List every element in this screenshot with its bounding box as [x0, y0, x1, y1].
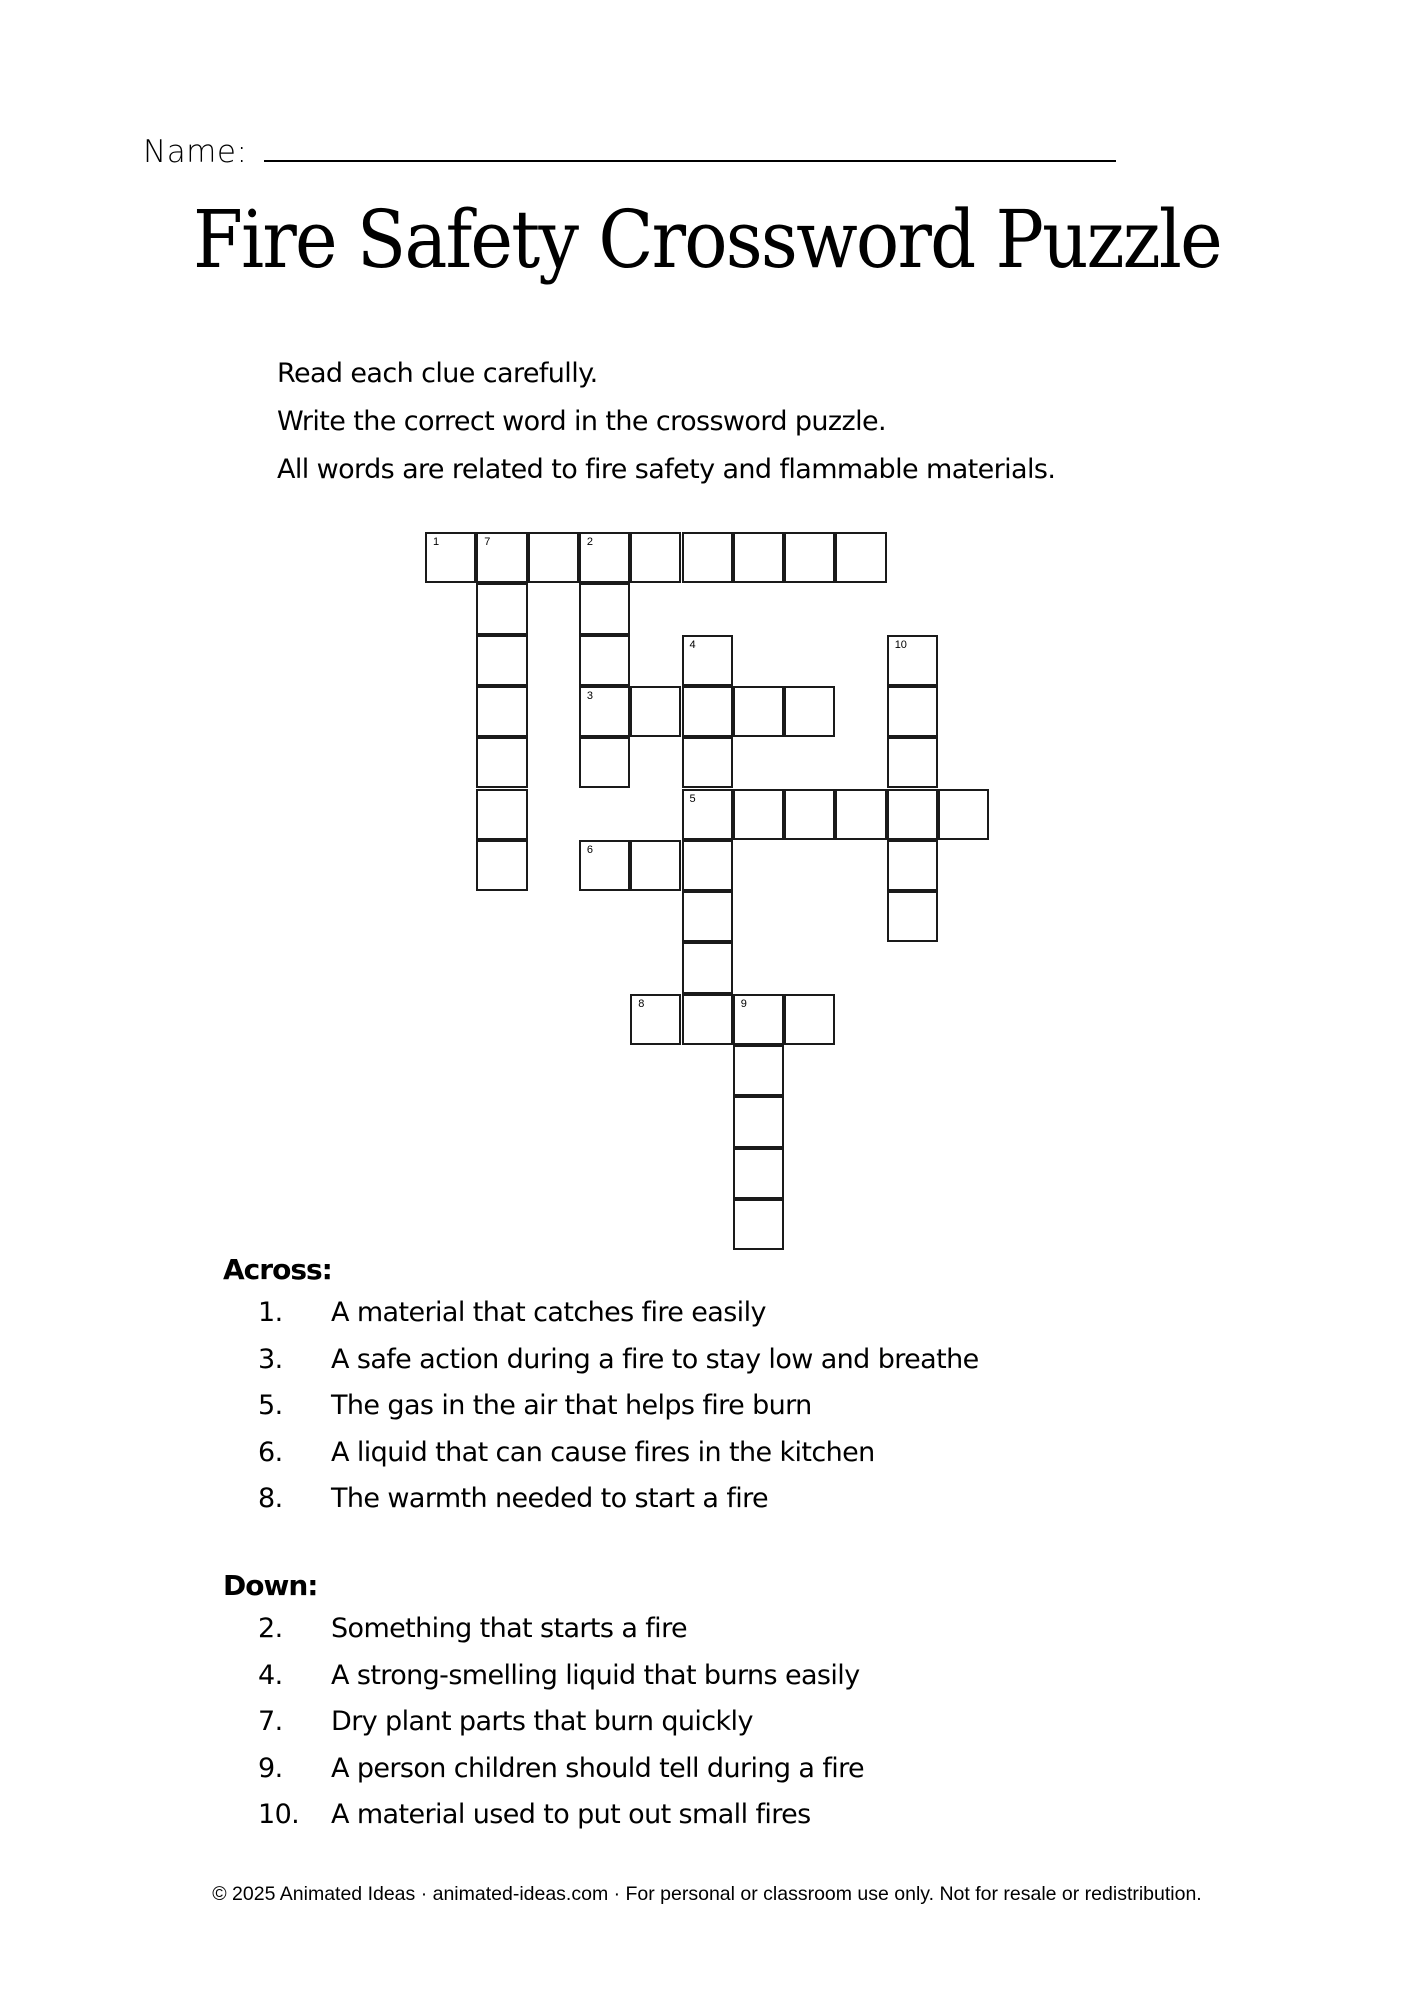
crossword-cell[interactable] [682, 532, 733, 583]
crossword-cell[interactable] [425, 532, 476, 583]
crossword-cell[interactable] [733, 789, 784, 840]
crossword-cell[interactable] [784, 686, 835, 737]
clue-number: 5. [258, 1390, 283, 1421]
clue-number: 2. [258, 1613, 283, 1644]
crossword-cell[interactable] [733, 1096, 784, 1147]
clue-number-label: 8 [638, 997, 645, 1010]
crossword-cell[interactable] [682, 840, 733, 891]
crossword-cell[interactable] [887, 891, 938, 942]
clue-text: A liquid that can cause fires in the kitchen [331, 1436, 875, 1468]
clue-item [223, 1430, 979, 1477]
crossword-cell[interactable] [579, 737, 630, 788]
clue-text: A strong-smelling liquid that burns easily [331, 1659, 860, 1691]
clue-text: A material used to put out small fires [331, 1799, 811, 1830]
clue-number: 6. [258, 1436, 283, 1468]
crossword-cell[interactable] [784, 532, 835, 583]
crossword-cell[interactable] [887, 789, 938, 840]
crossword-cell[interactable] [784, 789, 835, 840]
crossword-cell[interactable] [887, 840, 938, 891]
crossword-cell[interactable] [579, 686, 630, 737]
across-clues [223, 1250, 979, 1523]
instructions [277, 350, 1055, 494]
clue-number: 9. [258, 1752, 283, 1784]
clue-item [223, 1337, 979, 1384]
crossword-cell[interactable] [682, 994, 733, 1045]
crossword-cell[interactable] [682, 891, 733, 942]
clue-number-label: 6 [586, 843, 594, 856]
crossword-cell[interactable] [630, 840, 681, 891]
clue-number-label: 5 [689, 792, 696, 805]
down-heading: Down: [223, 1569, 318, 1602]
crossword-cell[interactable] [630, 532, 681, 583]
name-field-row [143, 118, 247, 168]
crossword-cell[interactable] [630, 686, 681, 737]
crossword-cell[interactable] [733, 1199, 784, 1250]
crossword-cell[interactable] [938, 789, 989, 840]
clue-number-label: 1 [433, 536, 440, 548]
crossword-cell[interactable] [733, 532, 784, 583]
clue-number: 4. [258, 1659, 283, 1691]
clue-text: Something that starts a fire [331, 1613, 688, 1644]
crossword-cell[interactable] [887, 635, 938, 686]
clue-number-label: 4 [689, 638, 696, 651]
crossword-cell[interactable] [579, 583, 630, 634]
clue-number: 1. [258, 1297, 283, 1328]
clue-number: 8. [258, 1483, 283, 1514]
clue-item [223, 1383, 979, 1430]
name-write-line[interactable] [264, 160, 1116, 162]
across-heading: Across: [223, 1253, 332, 1286]
crossword-cell[interactable] [579, 635, 630, 686]
clue-text: A safe action during a fire to stay low and breathe [331, 1343, 979, 1375]
crossword-cell[interactable] [887, 686, 938, 737]
clue-item [223, 1792, 864, 1839]
clue-item [223, 1606, 864, 1653]
clue-item [223, 1746, 864, 1793]
crossword-cell[interactable] [528, 532, 579, 583]
crossword-cell[interactable] [579, 840, 630, 891]
crossword-cell[interactable] [476, 789, 527, 840]
clue-number-label: 10 [894, 638, 907, 651]
clue-item [223, 1290, 979, 1337]
clue-number: 3. [258, 1343, 283, 1375]
clue-text: The warmth needed to start a fire [331, 1483, 769, 1514]
crossword-cell[interactable] [682, 942, 733, 993]
clue-text: A person children should tell during a fire [331, 1752, 865, 1784]
crossword-cell[interactable] [476, 635, 527, 686]
page-title: Fire Safety Crossword Puzzle [193, 193, 1221, 286]
clue-item [223, 1699, 864, 1746]
clue-item [223, 1653, 864, 1700]
name-label: Name: [143, 134, 248, 170]
instruction-line: Read each clue carefully. [277, 358, 598, 389]
crossword-cell[interactable] [835, 532, 886, 583]
crossword-cell[interactable] [476, 532, 527, 583]
clue-text: A material that catches fire easily [331, 1297, 766, 1328]
crossword-cell[interactable] [784, 994, 835, 1045]
crossword-cell[interactable] [887, 737, 938, 788]
crossword-cell[interactable] [682, 635, 733, 686]
clue-number-label: 3 [586, 689, 594, 702]
crossword-cell[interactable] [630, 994, 681, 1045]
instruction-line: Write the correct word in the crossword puzzle. [277, 406, 886, 437]
crossword-cell[interactable] [733, 1148, 784, 1199]
clue-number: 10. [258, 1799, 300, 1830]
copyright-footer: © 2025 Animated Ideas · animated-ideas.com · For personal or classroom use only. Not for resale or redistribution. [212, 1883, 1202, 1905]
crossword-cell[interactable] [682, 737, 733, 788]
crossword-cell[interactable] [733, 1045, 784, 1096]
clue-number-label: 7 [484, 536, 491, 548]
clue-number: 7. [258, 1706, 283, 1737]
crossword-cell[interactable] [476, 686, 527, 737]
crossword-cell[interactable] [682, 686, 733, 737]
crossword-cell[interactable] [476, 840, 527, 891]
crossword-cell[interactable] [579, 532, 630, 583]
crossword-cell[interactable] [682, 789, 733, 840]
crossword-cell[interactable] [835, 789, 886, 840]
clue-text: Dry plant parts that burn quickly [331, 1706, 753, 1737]
clue-item [223, 1476, 979, 1523]
crossword-cell[interactable] [476, 583, 527, 634]
clue-number-label: 2 [586, 536, 594, 548]
clue-number-label: 9 [740, 997, 747, 1010]
clue-text: The gas in the air that helps fire burn [331, 1390, 812, 1421]
instruction-line: All words are related to fire safety and flammable materials. [277, 454, 1056, 485]
crossword-cell[interactable] [733, 994, 784, 1045]
crossword-cell[interactable] [733, 686, 784, 737]
crossword-cell[interactable] [476, 737, 527, 788]
down-clues [223, 1566, 864, 1839]
